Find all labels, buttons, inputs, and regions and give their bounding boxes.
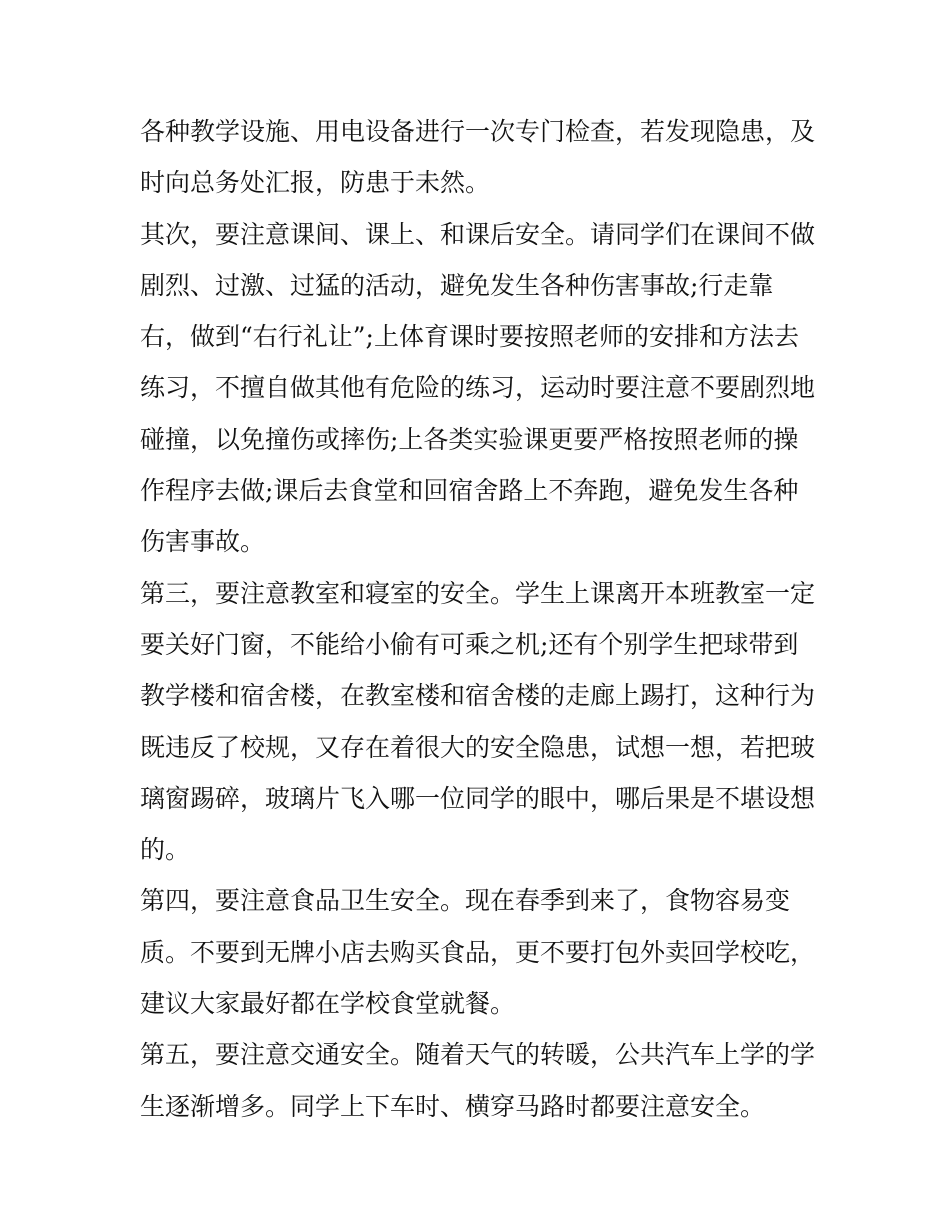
- document-body: [140, 106, 830, 1132]
- text-line: 时向总务处汇报，防患于未然。: [140, 168, 491, 198]
- text-line: 既违反了校规，又存在着很大的安全隐患，试想一想，若把玻: [140, 732, 816, 762]
- text-line: 各种教学设施、用电设备进行一次专门检查，若发现隐患，及: [140, 117, 816, 146]
- text-line: 璃窗踢碎，玻璃片飞入哪一位同学的眼中，哪后果是不堪设想: [140, 783, 816, 813]
- text-line: 练习，不擅自做其他有危险的练习，运动时要注意不要剧烈地: [140, 373, 816, 403]
- text-line: 质。不要到无牌小店去购买食品，更不要打包外卖回学校吃，: [140, 937, 816, 967]
- text-line: 第四，要注意食品卫生安全。现在春季到来了，食物容易变: [140, 886, 791, 916]
- text-line: 作程序去做;课后去食堂和回宿舍路上不奔跑，避免发生各种: [140, 476, 799, 506]
- paragraph-class-safety: [140, 209, 830, 568]
- paragraph-food-safety: [140, 875, 830, 1029]
- text-line: 其次，要注意课间、课上、和课后安全。请同学们在课间不做: [140, 219, 816, 249]
- text-line: 生逐渐增多。同学上下车时、横穿马路时都要注意安全。: [140, 1091, 766, 1121]
- text-line: 剧烈、过激、过猛的活动，避免发生各种伤害事故;行走靠: [140, 270, 774, 300]
- text-line: 要关好门窗，不能给小偷有可乘之机;还有个别学生把球带到: [140, 629, 799, 659]
- text-line: 教学楼和宿舍楼，在教室楼和宿舍楼的走廊上踢打，这种行为: [140, 681, 816, 711]
- text-line: 第五，要注意交通安全。随着天气的转暖，公共汽车上学的学: [140, 1040, 816, 1070]
- text-line: 右，做到“右行礼让”;上体育课时要按照老师的安排和方法去: [140, 322, 799, 352]
- paragraph-traffic-safety: [140, 1029, 830, 1132]
- paragraph-classroom-dorm-safety: [140, 568, 830, 876]
- paragraph-inspection: [140, 106, 830, 209]
- text-line: 的。: [140, 835, 191, 865]
- text-line: 碰撞，以免撞伤或摔伤;上各类实验课更要严格按照老师的操: [140, 424, 799, 454]
- text-line: 第三，要注意教室和寝室的安全。学生上课离开本班教室一定: [140, 578, 816, 608]
- text-line: 伤害事故。: [140, 527, 266, 557]
- text-line: 建议大家最好都在学校食堂就餐。: [140, 989, 516, 1019]
